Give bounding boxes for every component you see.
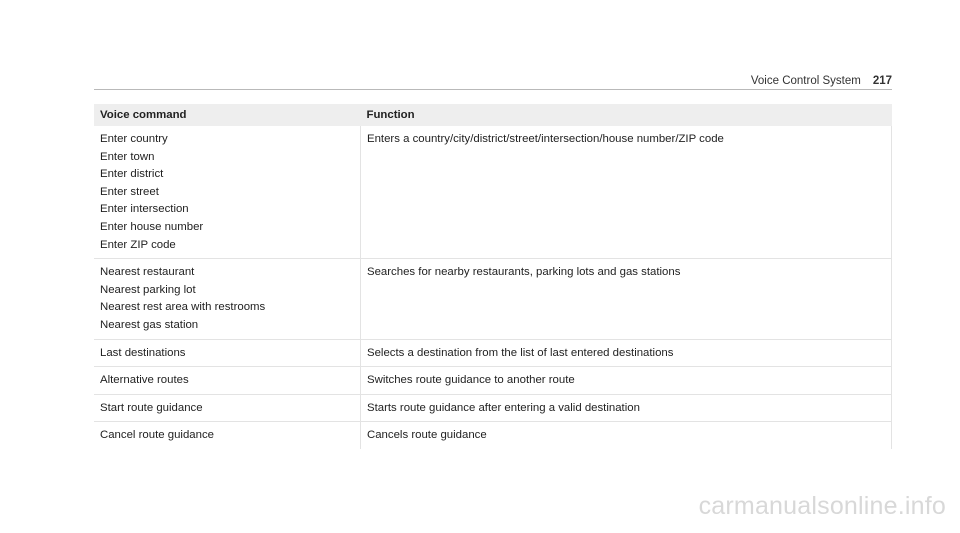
function-description: Searches for nearby restaurants, parking lots and gas stations bbox=[367, 266, 681, 279]
function-cell bbox=[361, 394, 892, 422]
table-header-row bbox=[94, 104, 892, 126]
function-description: Cancels route guidance bbox=[367, 429, 487, 442]
voice-command: Enter house number bbox=[100, 220, 204, 233]
table-row bbox=[94, 126, 892, 259]
voice-command: Enter ZIP code bbox=[100, 238, 176, 251]
voice-command-cell bbox=[94, 422, 361, 449]
voice-command-cell bbox=[94, 367, 361, 395]
voice-command: Enter country bbox=[100, 133, 168, 145]
voice-command-table bbox=[94, 104, 892, 449]
voice-command-cell bbox=[94, 339, 361, 367]
voice-command: Enter street bbox=[100, 185, 159, 198]
voice-command-cell bbox=[94, 126, 361, 259]
page-header bbox=[94, 72, 892, 90]
function-description: Starts route guidance after entering a valid destination bbox=[367, 401, 640, 414]
table-row bbox=[94, 422, 892, 449]
voice-command: Enter district bbox=[100, 168, 164, 181]
watermark: carmanualsonline.info bbox=[698, 492, 946, 520]
voice-command-cell bbox=[94, 259, 361, 339]
function-description: Selects a destination from the list of last entered destinations bbox=[367, 346, 674, 359]
table-row bbox=[94, 339, 892, 367]
voice-command: Enter town bbox=[100, 150, 155, 163]
column-header-voice-command: Voice command bbox=[94, 104, 361, 126]
column-header-function: Function bbox=[361, 104, 892, 126]
voice-command: Start route guidance bbox=[100, 401, 203, 414]
function-cell bbox=[361, 339, 892, 367]
function-description: Switches route guidance to another route bbox=[367, 374, 575, 387]
function-cell bbox=[361, 126, 892, 259]
page-number: 217 bbox=[872, 74, 892, 87]
voice-command: Last destinations bbox=[100, 346, 186, 359]
section-title: Voice Control System bbox=[750, 74, 861, 87]
function-cell bbox=[361, 422, 892, 449]
voice-command: Nearest rest area with restrooms bbox=[100, 301, 266, 314]
voice-command: Cancel route guidance bbox=[100, 429, 214, 442]
function-description: Enters a country/city/district/street/intersection/house number/ZIP code bbox=[367, 133, 724, 145]
function-cell bbox=[361, 367, 892, 395]
voice-command-cell bbox=[94, 394, 361, 422]
voice-command: Nearest restaurant bbox=[100, 266, 195, 279]
voice-command: Nearest parking lot bbox=[100, 283, 196, 296]
table-row bbox=[94, 259, 892, 339]
voice-command: Alternative routes bbox=[100, 374, 189, 387]
voice-command: Enter intersection bbox=[100, 203, 189, 216]
table-row bbox=[94, 394, 892, 422]
table-body bbox=[94, 126, 892, 449]
function-cell bbox=[361, 259, 892, 339]
table-row bbox=[94, 367, 892, 395]
voice-command: Nearest gas station bbox=[100, 318, 199, 331]
